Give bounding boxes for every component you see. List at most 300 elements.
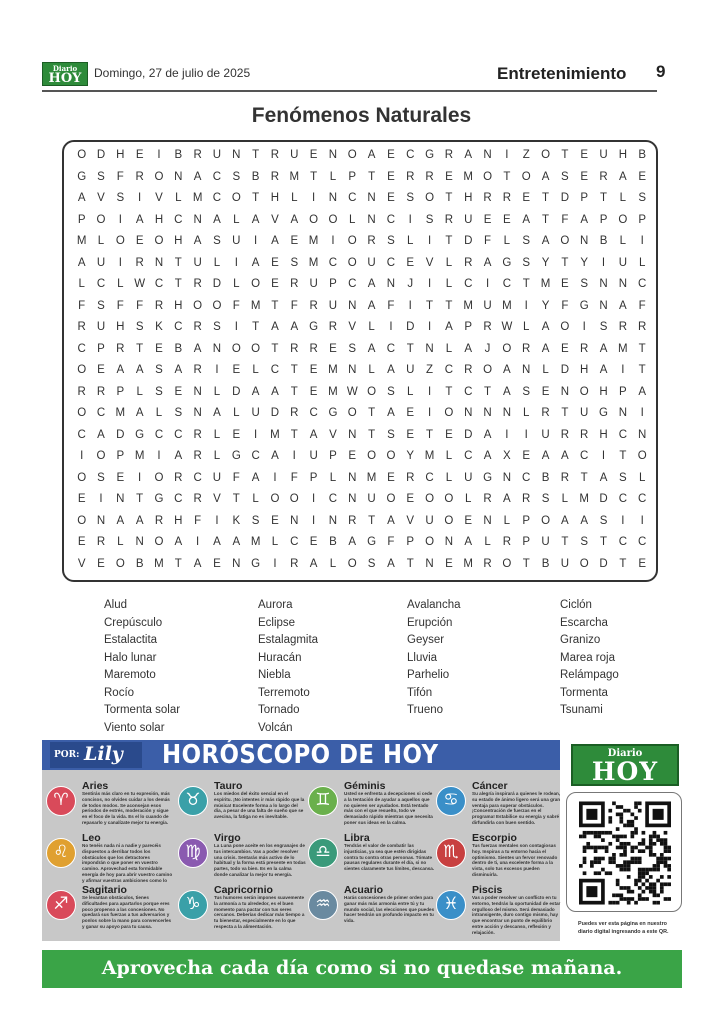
grid-letter[interactable]: I [524,428,528,441]
grid-letter[interactable]: T [561,536,569,548]
grid-letter[interactable]: O [154,170,164,183]
grid-letter[interactable]: M [134,450,145,462]
grid-letter[interactable]: O [115,557,125,570]
grid-letter[interactable]: A [290,213,299,226]
grid-letter[interactable]: D [560,364,570,376]
grid-letter[interactable]: F [561,299,569,312]
grid-letter[interactable]: J [484,342,491,355]
grid-letter[interactable]: C [212,192,222,204]
grid-letter[interactable]: L [233,407,240,419]
grid-letter[interactable]: N [502,471,512,484]
grid-letter[interactable]: L [213,385,221,398]
grid-letter[interactable]: L [561,493,569,505]
grid-letter[interactable]: C [193,471,202,484]
grid-letter[interactable]: C [464,278,473,290]
grid-letter[interactable]: T [368,514,376,527]
grid-letter[interactable]: L [213,450,221,462]
grid-letter[interactable]: C [464,450,473,462]
grid-letter[interactable]: M [328,385,338,398]
grid-letter[interactable]: P [619,385,627,398]
grid-letter[interactable]: O [347,235,357,247]
grid-letter[interactable]: R [638,321,647,333]
grid-letter[interactable]: S [522,235,531,247]
grid-letter[interactable]: D [599,493,608,505]
grid-letter[interactable]: S [580,278,589,290]
grid-letter[interactable]: U [309,278,318,290]
grid-letter[interactable]: V [406,514,415,527]
grid-letter[interactable]: E [329,342,337,355]
grid-letter[interactable]: L [252,493,259,505]
grid-letter[interactable]: T [484,385,492,398]
grid-letter[interactable]: E [522,192,531,204]
grid-letter[interactable]: O [154,471,164,484]
grid-letter[interactable]: C [174,428,183,441]
grid-letter[interactable]: S [638,192,647,204]
grid-letter[interactable]: T [426,299,434,312]
grid-letter[interactable]: V [155,192,163,204]
grid-letter[interactable]: O [328,213,338,226]
grid-letter[interactable]: S [367,557,376,570]
grid-letter[interactable]: V [97,192,105,204]
grid-letter[interactable]: E [271,514,279,527]
grid-letter[interactable]: I [254,428,258,441]
grid-letter[interactable]: H [116,321,125,333]
grid-letter[interactable]: U [328,299,338,312]
grid-letter[interactable]: O [77,149,87,161]
grid-letter[interactable]: A [97,428,105,441]
grid-letter[interactable]: A [116,364,125,376]
grid-letter[interactable]: M [463,557,474,570]
grid-letter[interactable]: G [309,321,319,333]
grid-letter[interactable]: R [483,192,492,204]
grid-letter[interactable]: R [560,471,570,484]
grid-letter[interactable]: R [193,149,202,161]
grid-letter[interactable]: I [408,299,412,312]
grid-letter[interactable]: P [329,278,337,290]
grid-letter[interactable]: C [174,321,183,333]
grid-letter[interactable]: N [348,428,357,441]
grid-letter[interactable]: A [135,213,144,226]
grid-letter[interactable]: A [174,450,183,462]
grid-letter[interactable]: P [97,342,105,355]
grid-letter[interactable]: O [251,278,261,290]
grid-letter[interactable]: U [212,149,222,161]
grid-letter[interactable]: I [215,514,219,527]
grid-letter[interactable]: A [483,450,492,462]
grid-letter[interactable]: M [540,278,551,290]
grid-letter[interactable]: R [367,235,376,247]
grid-letter[interactable]: S [580,536,589,548]
grid-letter[interactable]: U [580,407,589,419]
grid-letter[interactable]: L [484,536,491,548]
grid-letter[interactable]: P [77,213,86,226]
grid-letter[interactable]: E [271,256,279,269]
grid-letter[interactable]: U [618,256,627,269]
grid-letter[interactable]: N [386,278,396,290]
grid-letter[interactable]: L [233,213,240,226]
grid-letter[interactable]: P [464,321,473,333]
grid-letter[interactable]: M [308,256,319,269]
grid-letter[interactable]: F [290,299,298,312]
grid-letter[interactable]: G [483,471,493,484]
grid-letter[interactable]: A [387,557,395,570]
grid-letter[interactable]: L [291,192,298,204]
grid-letter[interactable]: R [560,428,570,441]
grid-letter[interactable]: L [445,471,453,484]
grid-letter[interactable]: E [387,170,395,183]
grid-letter[interactable]: A [174,364,183,376]
grid-letter[interactable]: U [483,299,492,312]
grid-letter[interactable]: T [368,407,376,419]
grid-letter[interactable]: A [348,536,357,548]
grid-letter[interactable]: L [252,364,259,376]
grid-letter[interactable]: I [485,278,490,290]
grid-letter[interactable]: O [579,385,589,398]
grid-letter[interactable]: T [406,557,414,570]
grid-letter[interactable]: N [135,536,144,548]
grid-letter[interactable]: S [522,385,531,398]
grid-letter[interactable]: A [503,493,511,505]
grid-letter[interactable]: C [406,149,415,161]
grid-letter[interactable]: O [154,536,164,548]
grid-letter[interactable]: A [309,428,318,441]
grid-letter[interactable]: B [174,149,183,161]
grid-letter[interactable]: T [290,428,298,441]
grid-letter[interactable]: S [541,493,550,505]
grid-letter[interactable]: E [406,407,415,419]
grid-letter[interactable]: E [445,170,453,183]
grid-letter[interactable]: N [232,149,241,161]
grid-letter[interactable]: C [444,364,454,376]
grid-letter[interactable]: C [348,278,357,290]
grid-letter[interactable]: F [290,471,298,484]
grid-letter[interactable]: O [618,213,628,226]
grid-letter[interactable]: A [271,321,279,333]
grid-letter[interactable]: N [425,342,434,355]
grid-letter[interactable]: R [154,514,164,527]
grid-letter[interactable]: M [618,342,628,355]
grid-letter[interactable]: O [347,557,357,570]
grid-letter[interactable]: F [116,299,124,312]
grid-letter[interactable]: D [560,192,570,204]
grid-letter[interactable]: R [193,428,202,441]
grid-letter[interactable]: B [599,235,608,247]
grid-letter[interactable]: P [116,385,125,398]
grid-letter[interactable]: A [387,364,395,376]
grid-letter[interactable]: O [502,557,512,570]
grid-letter[interactable]: N [483,514,492,527]
grid-letter[interactable]: V [213,493,221,505]
grid-letter[interactable]: N [367,213,376,226]
grid-letter[interactable]: S [155,364,163,376]
grid-letter[interactable]: A [251,256,260,269]
grid-letter[interactable]: R [522,342,531,355]
grid-letter[interactable]: R [154,299,164,312]
grid-letter[interactable]: A [271,450,279,462]
grid-letter[interactable]: T [561,149,569,161]
grid-letter[interactable]: L [78,278,85,290]
grid-letter[interactable]: A [213,536,221,548]
grid-letter[interactable]: V [348,321,357,333]
grid-letter[interactable]: I [254,235,258,247]
grid-letter[interactable]: N [444,536,454,548]
grid-letter[interactable]: E [135,235,144,247]
grid-letter[interactable]: C [618,428,627,441]
grid-letter[interactable]: A [541,170,550,183]
grid-letter[interactable]: R [425,170,434,183]
grid-letter[interactable]: S [135,321,144,333]
grid-letter[interactable]: C [154,278,164,290]
grid-letter[interactable]: R [580,342,589,355]
grid-letter[interactable]: S [387,385,395,398]
grid-letter[interactable]: T [445,192,453,204]
grid-letter[interactable]: A [619,299,627,312]
grid-letter[interactable]: U [406,364,415,376]
grid-letter[interactable]: R [193,493,202,505]
grid-letter[interactable]: M [154,557,164,570]
grid-letter[interactable]: A [77,192,86,204]
grid-letter[interactable]: I [292,450,296,462]
grid-letter[interactable]: D [116,428,125,441]
grid-letter[interactable]: N [560,385,570,398]
grid-letter[interactable]: R [483,557,492,570]
grid-letter[interactable]: L [638,256,646,269]
grid-letter[interactable]: E [638,170,647,183]
grid-letter[interactable]: M [579,493,589,505]
grid-letter[interactable]: N [502,407,512,419]
grid-letter[interactable]: A [193,557,202,570]
grid-letter[interactable]: J [407,278,414,290]
grid-letter[interactable]: M [308,235,319,247]
grid-letter[interactable]: A [251,471,260,484]
grid-letter[interactable]: L [503,235,511,247]
grid-letter[interactable]: A [580,514,589,527]
grid-letter[interactable]: R [522,493,531,505]
grid-letter[interactable]: R [483,321,492,333]
grid-letter[interactable]: T [368,428,376,441]
grid-letter[interactable]: G [502,256,512,269]
grid-letter[interactable]: O [154,235,164,247]
grid-letter[interactable]: N [483,407,492,419]
grid-letter[interactable]: O [367,385,377,398]
grid-letter[interactable]: L [155,407,163,419]
grid-letter[interactable]: O [425,536,435,548]
grid-letter[interactable]: S [290,256,299,269]
grid-letter[interactable]: S [97,471,105,484]
grid-letter[interactable]: G [367,536,377,548]
grid-letter[interactable]: R [406,170,415,183]
grid-letter[interactable]: E [77,536,86,548]
grid-letter[interactable]: L [445,278,453,290]
grid-letter[interactable]: L [329,557,337,570]
grid-letter[interactable]: E [271,278,279,290]
grid-letter[interactable]: C [251,450,260,462]
grid-letter[interactable]: Z [522,149,530,161]
grid-letter[interactable]: N [328,192,338,204]
grid-letter[interactable]: F [638,299,646,312]
grid-letter[interactable]: R [444,149,454,161]
grid-letter[interactable]: E [309,536,318,548]
grid-letter[interactable]: O [231,192,241,204]
grid-letter[interactable]: B [541,471,550,484]
grid-letter[interactable]: M [328,364,338,376]
grid-letter[interactable]: R [135,256,144,269]
grid-letter[interactable]: S [348,342,357,355]
grid-letter[interactable]: X [503,450,511,462]
grid-letter[interactable]: O [347,407,357,419]
grid-letter[interactable]: V [329,428,337,441]
grid-letter[interactable]: O [425,493,435,505]
grid-letter[interactable]: F [484,235,492,247]
grid-letter[interactable]: T [290,364,298,376]
grid-letter[interactable]: T [136,493,144,505]
grid-letter[interactable]: R [541,407,550,419]
grid-letter[interactable]: D [464,235,473,247]
grid-letter[interactable]: O [347,256,357,269]
grid-letter[interactable]: I [118,213,122,226]
grid-letter[interactable]: A [503,364,511,376]
grid-letter[interactable]: U [464,213,473,226]
grid-letter[interactable]: G [425,149,435,161]
grid-letter[interactable]: G [135,428,145,441]
grid-letter[interactable]: N [193,407,202,419]
grid-letter[interactable]: T [174,278,182,290]
grid-letter[interactable]: O [483,170,493,183]
grid-letter[interactable]: T [445,299,453,312]
grid-letter[interactable]: L [465,493,472,505]
grid-letter[interactable]: T [252,149,260,161]
grid-letter[interactable]: I [427,385,432,398]
grid-letter[interactable]: H [174,514,183,527]
grid-letter[interactable]: A [541,235,550,247]
grid-letter[interactable]: O [444,493,454,505]
grid-letter[interactable]: T [638,364,646,376]
grid-letter[interactable]: Y [580,256,589,269]
grid-letter[interactable]: C [618,536,627,548]
grid-letter[interactable]: C [328,493,338,505]
grid-letter[interactable]: L [445,450,453,462]
grid-letter[interactable]: I [601,256,606,269]
grid-letter[interactable]: O [96,213,106,226]
grid-letter[interactable]: R [290,278,299,290]
grid-letter[interactable]: T [600,192,608,204]
grid-letter[interactable]: E [309,364,318,376]
grid-letter[interactable]: S [213,321,221,333]
grid-letter[interactable]: N [348,299,357,312]
grid-letter[interactable]: R [77,385,86,398]
grid-letter[interactable]: E [580,149,589,161]
grid-letter[interactable]: H [580,364,589,376]
grid-letter[interactable]: A [367,299,376,312]
grid-letter[interactable]: I [312,192,316,204]
grid-letter[interactable]: O [560,321,570,333]
grid-letter[interactable]: L [329,170,337,183]
grid-letter[interactable]: U [193,256,202,269]
grid-letter[interactable]: R [406,471,415,484]
grid-letter[interactable]: M [115,407,126,419]
grid-letter[interactable]: G [328,407,338,419]
grid-letter[interactable]: T [252,321,260,333]
grid-letter[interactable]: I [138,192,142,204]
grid-letter[interactable]: S [561,170,569,183]
grid-letter[interactable]: O [367,450,377,462]
grid-letter[interactable]: E [309,385,318,398]
grid-letter[interactable]: N [483,149,492,161]
grid-letter[interactable]: R [270,170,280,183]
grid-letter[interactable]: S [619,471,627,484]
grid-letter[interactable]: L [523,321,530,333]
grid-letter[interactable]: S [232,170,241,183]
grid-letter[interactable]: S [251,514,260,527]
grid-letter[interactable]: O [77,514,87,527]
grid-letter[interactable]: E [445,557,453,570]
grid-letter[interactable]: F [116,170,124,183]
grid-letter[interactable]: R [193,278,202,290]
grid-letter[interactable]: R [193,450,202,462]
grid-letter[interactable]: A [599,471,608,484]
grid-letter[interactable]: M [250,299,261,312]
grid-letter[interactable]: U [541,536,550,548]
grid-letter[interactable]: A [599,364,608,376]
grid-letter[interactable]: A [193,235,202,247]
grid-letter[interactable]: C [425,471,434,484]
grid-letter[interactable]: B [329,536,337,548]
grid-letter[interactable]: E [97,557,105,570]
grid-letter[interactable]: A [135,364,144,376]
grid-letter[interactable]: U [425,514,434,527]
grid-letter[interactable]: R [309,342,318,355]
grid-letter[interactable]: I [408,213,412,226]
grid-letter[interactable]: H [599,428,608,441]
grid-letter[interactable]: R [174,471,183,484]
grid-letter[interactable]: L [213,256,221,269]
grid-letter[interactable]: N [290,514,299,527]
grid-letter[interactable]: H [174,299,183,312]
grid-letter[interactable]: E [155,342,163,355]
grid-letter[interactable]: O [212,299,222,312]
grid-letter[interactable]: B [251,170,260,183]
grid-letter[interactable]: A [271,385,279,398]
grid-letter[interactable]: A [251,213,260,226]
grid-letter[interactable]: L [136,385,143,398]
grid-letter[interactable]: V [77,557,86,570]
grid-letter[interactable]: A [619,170,627,183]
grid-letter[interactable]: N [348,364,357,376]
grid-letter[interactable]: I [427,235,432,247]
grid-letter[interactable]: A [561,450,569,462]
grid-letter[interactable]: O [560,235,570,247]
grid-letter[interactable]: W [501,321,513,333]
grid-letter[interactable]: T [232,493,240,505]
grid-letter[interactable]: K [155,321,163,333]
grid-letter[interactable]: A [387,514,395,527]
grid-letter[interactable]: A [135,514,144,527]
grid-letter[interactable]: U [232,235,241,247]
grid-letter[interactable]: T [561,256,569,269]
grid-letter[interactable]: N [96,514,106,527]
grid-letter[interactable]: A [232,536,241,548]
grid-letter[interactable]: S [155,385,163,398]
grid-letter[interactable]: M [463,170,474,183]
grid-letter[interactable]: L [271,536,279,548]
grid-letter[interactable]: L [619,235,627,247]
grid-letter[interactable]: D [406,321,415,333]
grid-letter[interactable]: C [464,385,473,398]
grid-letter[interactable]: E [561,342,569,355]
grid-letter[interactable]: T [600,536,608,548]
grid-letter[interactable]: H [270,192,280,204]
grid-letter[interactable]: S [406,192,415,204]
